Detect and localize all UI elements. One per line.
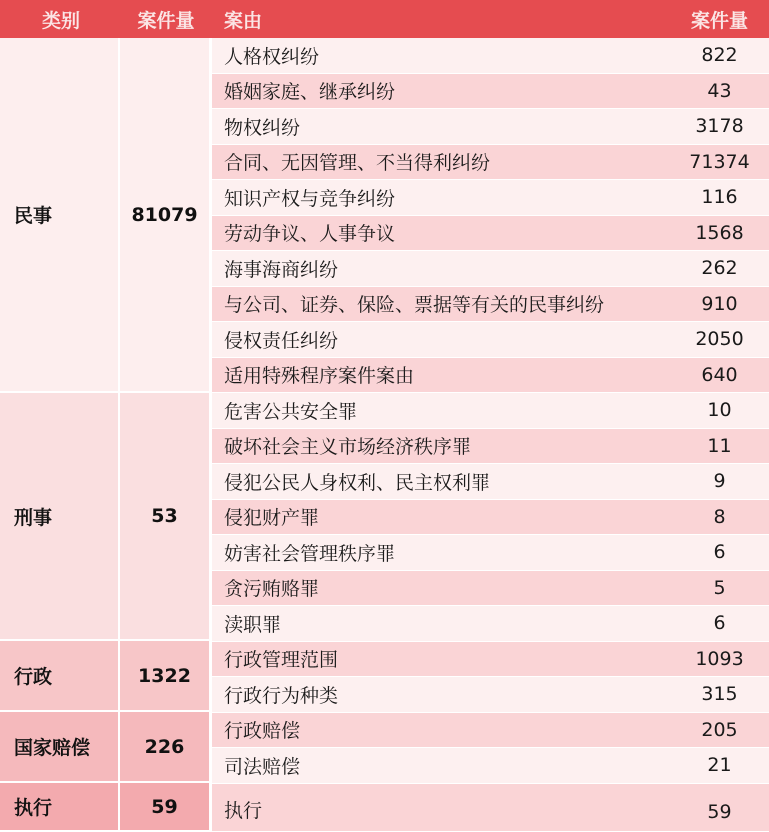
cause-cell: 侵权责任纠纷	[212, 322, 670, 358]
cause-count-cell: 640	[670, 358, 769, 394]
cause-cell: 海事海商纠纷	[212, 251, 670, 287]
cause-cell: 人格权纠纷	[212, 38, 670, 74]
cause-cell: 破坏社会主义市场经济秩序罪	[212, 429, 670, 465]
cause-cell: 合同、无因管理、不当得利纠纷	[212, 145, 670, 181]
cause-cell: 知识产权与竞争纠纷	[212, 180, 670, 216]
cause-cell: 行政管理范围	[212, 642, 670, 678]
cause-cell: 行政行为种类	[212, 677, 670, 713]
cause-count-cell: 262	[670, 251, 769, 287]
group-execution-count: 59	[120, 783, 212, 832]
header-category: 类别	[0, 0, 120, 38]
cause-cell: 危害公共安全罪	[212, 393, 670, 429]
cause-count-cell: 116	[670, 180, 769, 216]
group-state-compensation-name: 国家赔偿	[0, 712, 120, 783]
cause-cell: 执行	[212, 784, 670, 832]
cause-count-cell: 6	[670, 606, 769, 642]
cause-count-cell: 2050	[670, 322, 769, 358]
cause-count-cell: 205	[670, 713, 769, 749]
cause-cell: 行政赔偿	[212, 713, 670, 749]
cause-count-cell: 822	[670, 38, 769, 74]
cause-count-cell: 10	[670, 393, 769, 429]
cause-count-cell: 71374	[670, 145, 769, 181]
cause-cell: 适用特殊程序案件案由	[212, 358, 670, 394]
cause-count-cell: 1568	[670, 216, 769, 252]
cause-count-cell: 3178	[670, 109, 769, 145]
group-state-compensation-count: 226	[120, 712, 212, 783]
cause-cell: 婚姻家庭、继承纠纷	[212, 74, 670, 110]
cause-cell: 侵犯财产罪	[212, 500, 670, 536]
header-category-count: 案件量	[120, 0, 212, 38]
group-execution-name: 执行	[0, 783, 120, 832]
cause-count-cell: 5	[670, 571, 769, 607]
group-civil-count: 81079	[120, 38, 212, 393]
group-administrative-count: 1322	[120, 641, 212, 712]
group-civil-name: 民事	[0, 38, 120, 393]
cause-count-cell: 9	[670, 464, 769, 500]
cause-count-cell: 11	[670, 429, 769, 465]
header-cause: 案由	[212, 0, 670, 38]
cause-cell: 侵犯公民人身权利、民主权利罪	[212, 464, 670, 500]
cause-count-cell: 59	[670, 784, 769, 832]
cause-count-cell: 8	[670, 500, 769, 536]
cause-cell: 妨害社会管理秩序罪	[212, 535, 670, 571]
cause-cell: 物权纠纷	[212, 109, 670, 145]
cause-cell: 与公司、证券、保险、票据等有关的民事纠纷	[212, 287, 670, 323]
cause-cell: 司法赔偿	[212, 748, 670, 784]
group-administrative-name: 行政	[0, 641, 120, 712]
group-criminal-count: 53	[120, 393, 212, 641]
cause-cell: 劳动争议、人事争议	[212, 216, 670, 252]
cause-count-cell: 21	[670, 748, 769, 784]
cause-cell: 渎职罪	[212, 606, 670, 642]
group-criminal-name: 刑事	[0, 393, 120, 641]
cause-count-cell: 910	[670, 287, 769, 323]
header-cause-count: 案件量	[670, 0, 769, 38]
cause-count-cell: 6	[670, 535, 769, 571]
cause-cell: 贪污贿赂罪	[212, 571, 670, 607]
cause-count-cell: 1093	[670, 642, 769, 678]
cause-count-cell: 43	[670, 74, 769, 110]
cause-count-cell: 315	[670, 677, 769, 713]
